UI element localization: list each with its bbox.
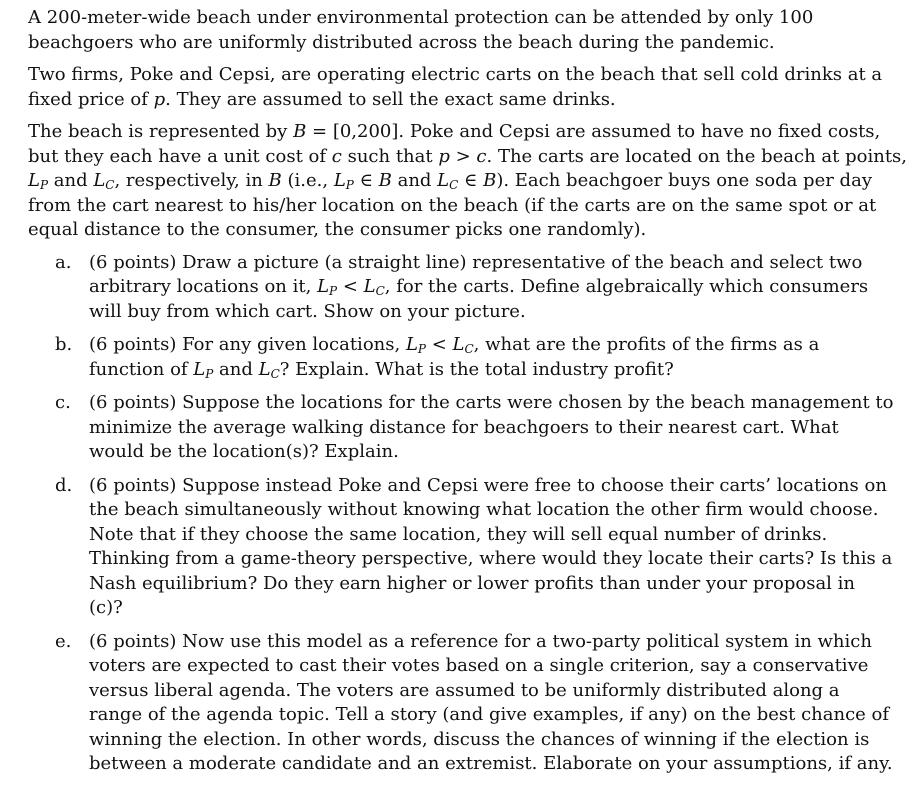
math-subscript: P bbox=[39, 178, 49, 192]
text-line: minimize the average walking distance for beachgoers to their nearest cart. What bbox=[89, 416, 839, 438]
text-fragment: (6 points) For any given locations, bbox=[89, 334, 406, 355]
text-line: A 200-meter-wide beach under environmental protection can be attended by only 100 bbox=[28, 7, 814, 28]
math-subscript: C bbox=[270, 366, 280, 381]
text-line bbox=[89, 358, 896, 383]
math-symbol: c bbox=[476, 145, 487, 167]
text-fragment: . The carts are located on the beach at points, bbox=[486, 145, 908, 167]
math-symbol: L bbox=[317, 276, 330, 297]
text-line: between a moderate candidate and an extremist. Elaborate on your assumptions, if any. bbox=[89, 753, 893, 774]
math-subscript: P bbox=[329, 284, 338, 298]
math-symbol: L bbox=[437, 170, 450, 191]
question-b bbox=[28, 333, 896, 382]
text-fragment: . They are assumed to sell the exact same drinks. bbox=[165, 88, 616, 110]
text-fragment: arbitrary locations on it, bbox=[89, 276, 318, 297]
text-fragment: fixed price of bbox=[28, 88, 154, 110]
math-subscript: C bbox=[464, 342, 474, 356]
text-line: (6 points) Suppose instead Poke and Cepsi were free to choose their carts’ locations on bbox=[89, 474, 887, 496]
text-fragment: ∈ bbox=[458, 170, 484, 191]
intro-paragraph-2 bbox=[28, 63, 896, 112]
math-symbol: L bbox=[193, 358, 206, 380]
question-c bbox=[28, 391, 896, 465]
question-list bbox=[28, 251, 896, 777]
text-line: voters are expected to cast their votes based on a single criterion, say a conservative bbox=[89, 655, 869, 676]
math-subscript: P bbox=[205, 366, 214, 381]
text-fragment: function of bbox=[89, 358, 194, 380]
text-line: beachgoers who are uniformly distributed across the beach during the pandemic. bbox=[28, 31, 775, 53]
question-a bbox=[28, 251, 896, 325]
question-marker: a. bbox=[55, 251, 72, 273]
text-fragment: < bbox=[337, 276, 364, 297]
math-symbol: B bbox=[268, 170, 282, 191]
math-subscript: C bbox=[449, 178, 459, 192]
text-fragment: , respectively, in bbox=[114, 170, 269, 191]
text-line: (6 points) Draw a picture (a straight line) representative of the beach and select two bbox=[89, 251, 863, 273]
text-line bbox=[28, 88, 896, 113]
question-marker: d. bbox=[55, 474, 73, 496]
text-fragment: , what are the profits of the firms as a bbox=[473, 334, 820, 355]
math-symbol: L bbox=[363, 276, 376, 297]
text-line: Nash equilibrium? Do they earn higher or lower profits than under your proposal in bbox=[89, 572, 856, 594]
math-subscript: C bbox=[105, 178, 115, 192]
question-marker: e. bbox=[55, 630, 72, 652]
math-symbol: B bbox=[483, 170, 497, 191]
math-symbol: c bbox=[331, 145, 342, 167]
math-symbol: L bbox=[28, 170, 40, 191]
intro-paragraph-3 bbox=[28, 120, 908, 243]
text-fragment: (i.e., bbox=[281, 170, 334, 191]
question-marker: b. bbox=[55, 334, 73, 355]
text-line: from the cart nearest to his/her location on the beach (if the carts are on the same spot or at bbox=[28, 194, 877, 216]
text-line bbox=[28, 145, 908, 170]
text-fragment: and bbox=[48, 170, 94, 191]
text-line: Two firms, Poke and Cepsi, are operating electric carts on the beach that sell cold drinks at a bbox=[28, 64, 883, 85]
math-subscript: P bbox=[345, 178, 354, 192]
text-line bbox=[28, 120, 896, 145]
text-line: will buy from which cart. Show on your picture. bbox=[89, 300, 526, 322]
text-fragment: ). Each beachgoer buys one soda per day bbox=[496, 170, 872, 191]
text-fragment: > bbox=[449, 145, 477, 167]
math-symbol: L bbox=[452, 334, 465, 355]
text-line bbox=[28, 169, 896, 194]
text-line bbox=[89, 275, 896, 300]
math-subscript: P bbox=[417, 342, 426, 356]
math-symbol: L bbox=[93, 170, 106, 191]
math-symbol: L bbox=[333, 170, 346, 191]
text-fragment: ? Explain. What is the total industry profit? bbox=[279, 358, 674, 380]
math-symbol: B bbox=[293, 121, 307, 142]
text-fragment: and bbox=[391, 170, 438, 191]
question-e bbox=[28, 630, 896, 777]
text-line: (6 points) Suppose the locations for the carts were chosen by the beach management to bbox=[89, 392, 894, 413]
math-symbol: L bbox=[405, 334, 418, 355]
text-line: versus liberal agenda. The voters are assumed to be uniformly distributed along a bbox=[89, 679, 840, 701]
text-fragment: such that bbox=[341, 145, 439, 167]
text-fragment: but they each have a unit cost of bbox=[28, 145, 332, 167]
intro-paragraph-1 bbox=[28, 6, 896, 55]
text-line: Thinking from a game-theory perspective, where would they locate their carts? Is this a bbox=[89, 548, 893, 569]
text-line: (6 points) Now use this model as a reference for a two-party political system in which bbox=[89, 630, 872, 652]
math-subscript: C bbox=[375, 284, 385, 298]
math-symbol: B bbox=[378, 170, 392, 191]
text-fragment: = [0,200]. Poke and Cepsi are assumed to have no fixed costs, bbox=[306, 121, 881, 142]
math-symbol: p bbox=[153, 88, 166, 110]
text-line: Note that if they choose the same location, they will sell equal number of drinks. bbox=[89, 523, 828, 545]
text-line: the beach simultaneously without knowing what location the other firm would choose. bbox=[89, 499, 879, 520]
text-line: winning the election. In other words, discuss the chances of winning if the election is bbox=[89, 728, 870, 750]
question-d bbox=[28, 474, 896, 621]
text-fragment: ∈ bbox=[353, 170, 379, 191]
text-fragment: , for the carts. Define algebraically which consumers bbox=[384, 276, 869, 297]
text-line: (c)? bbox=[89, 597, 123, 618]
math-symbol: p bbox=[438, 145, 450, 167]
text-line: range of the agenda topic. Tell a story (and give examples, if any) on the best chance of bbox=[89, 704, 890, 725]
text-line bbox=[89, 333, 896, 358]
text-line: equal distance to the consumer, the consumer picks one randomly). bbox=[28, 219, 647, 240]
math-symbol: L bbox=[258, 358, 271, 380]
text-fragment: The beach is represented by bbox=[28, 121, 294, 142]
text-fragment: and bbox=[213, 358, 259, 380]
question-marker: c. bbox=[55, 392, 71, 413]
text-line: would be the location(s)? Explain. bbox=[89, 441, 399, 462]
text-fragment: < bbox=[425, 334, 453, 355]
